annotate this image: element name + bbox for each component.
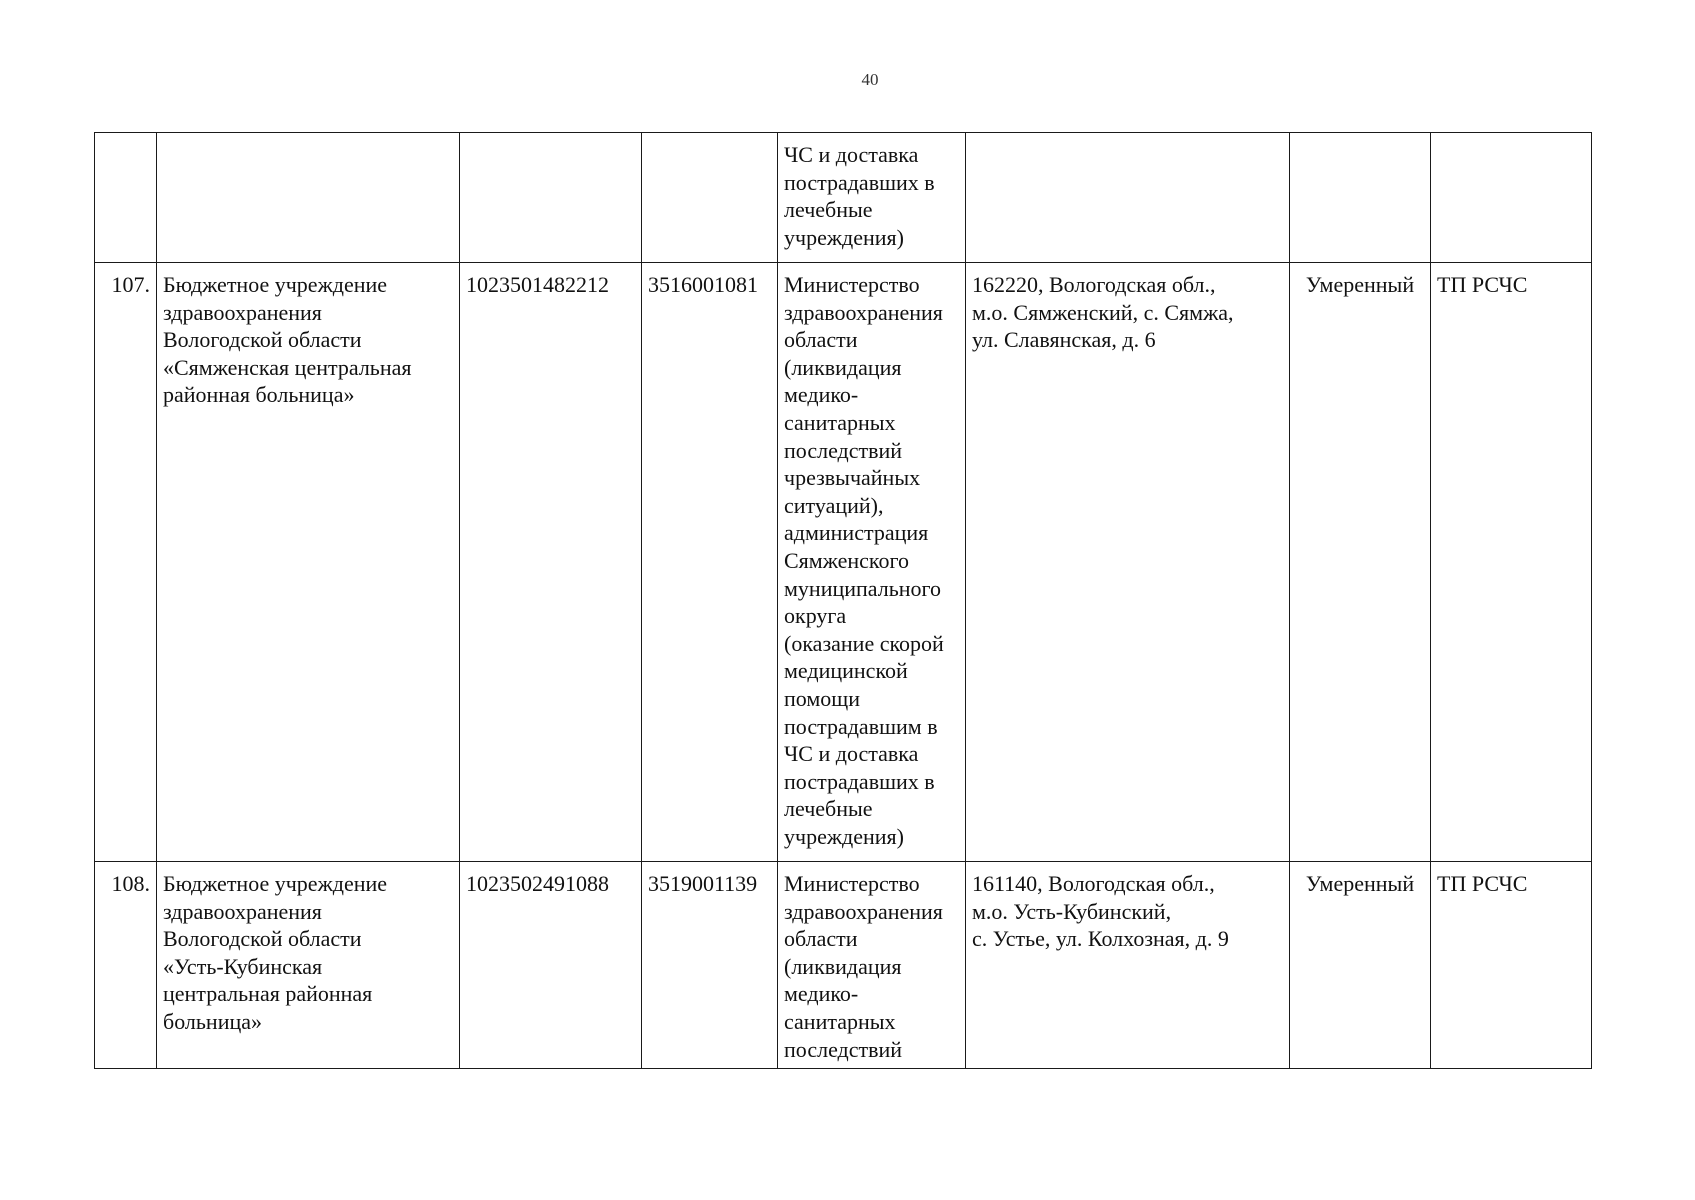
inn-code: 3516001081 [642,263,778,862]
text-line: области [784,926,858,952]
text-line: м.о. Сямженский, с. Сямжа, [972,299,1234,325]
text-line: муниципального [784,575,942,601]
authority-text [778,133,966,263]
text-line: районная больница» [163,382,355,408]
text-line: области [784,327,858,353]
text-line: последствий [784,1036,903,1062]
text-line: ул. Славянская, д. 6 [972,327,1156,353]
ogrn-code: 1023501482212 [460,263,642,862]
row-number: 107. [95,263,157,862]
text-line: м.о. Усть-Кубинский, [972,898,1172,924]
text-line: медицинской [784,658,908,684]
text-line: Вологодской области [163,327,362,353]
authority-text [778,862,966,1069]
organization-name [157,862,460,1069]
text-line: администрация [784,520,929,546]
inn-code: 3519001139 [642,862,778,1069]
text-line: здравоохранения [163,299,322,325]
text-line: больница» [163,1008,262,1034]
text-line: пострадавших в [784,169,935,195]
text-line: ситуаций), [784,492,884,518]
text-line: Министерство [784,871,920,896]
table-row [95,263,1592,862]
registry-table [94,132,1592,1069]
text-line: 162220, Вологодская обл., [972,272,1216,297]
row-number [95,133,157,263]
text-line: лечебные [784,796,873,822]
table-row [95,862,1592,1069]
text-line: округа [784,603,847,629]
text-line: ЧС и доставка [784,142,919,167]
text-line: санитарных [784,1008,896,1034]
text-line: 161140, Вологодская обл., [972,871,1215,896]
text-line: Вологодской области [163,926,362,952]
ogrn-code: 1023502491088 [460,862,642,1069]
subsystem [1431,133,1592,263]
text-line: последствий [784,437,903,463]
text-line: санитарных [784,409,896,435]
text-line: здравоохранения [163,898,322,924]
page-number: 40 [861,70,879,89]
text-line: Бюджетное учреждение [163,871,388,896]
row-number: 108. [95,862,157,1069]
text-line: (ликвидация [784,953,902,979]
text-line: чрезвычайных [784,465,921,491]
address-text [966,263,1290,862]
text-line: медико- [784,382,859,408]
organization-name [157,263,460,862]
hazard-level: Умеренный [1290,862,1431,1069]
address-text [966,133,1290,263]
inn-code [642,133,778,263]
text-line: ЧС и доставка [784,741,919,767]
hazard-level: Умеренный [1290,263,1431,862]
text-line: Министерство [784,272,920,297]
organization-name [157,133,460,263]
table-row [95,133,1592,263]
text-line: с. Устье, ул. Колхозная, д. 9 [972,926,1229,952]
address-text [966,862,1290,1069]
hazard-level [1290,133,1431,263]
text-line: «Сямженская центральная [163,354,412,380]
text-line: Сямженского [784,547,909,573]
text-line: пострадавшим в [784,713,938,739]
text-line: помощи [784,685,860,711]
text-line: Бюджетное учреждение [163,272,388,297]
authority-text [778,263,966,862]
text-line: центральная районная [163,981,373,1007]
text-line: здравоохранения [784,299,943,325]
subsystem: ТП РСЧС [1431,862,1592,1069]
ogrn-code [460,133,642,263]
text-line: (ликвидация [784,354,902,380]
text-line: лечебные [784,197,873,223]
text-line: учреждения) [784,823,904,849]
text-line: (оказание скорой [784,630,944,656]
text-line: пострадавших в [784,768,935,794]
subsystem: ТП РСЧС [1431,263,1592,862]
text-line: медико- [784,981,859,1007]
text-line: «Усть-Кубинская [163,953,323,979]
text-line: учреждения) [784,224,904,250]
text-line: здравоохранения [784,898,943,924]
